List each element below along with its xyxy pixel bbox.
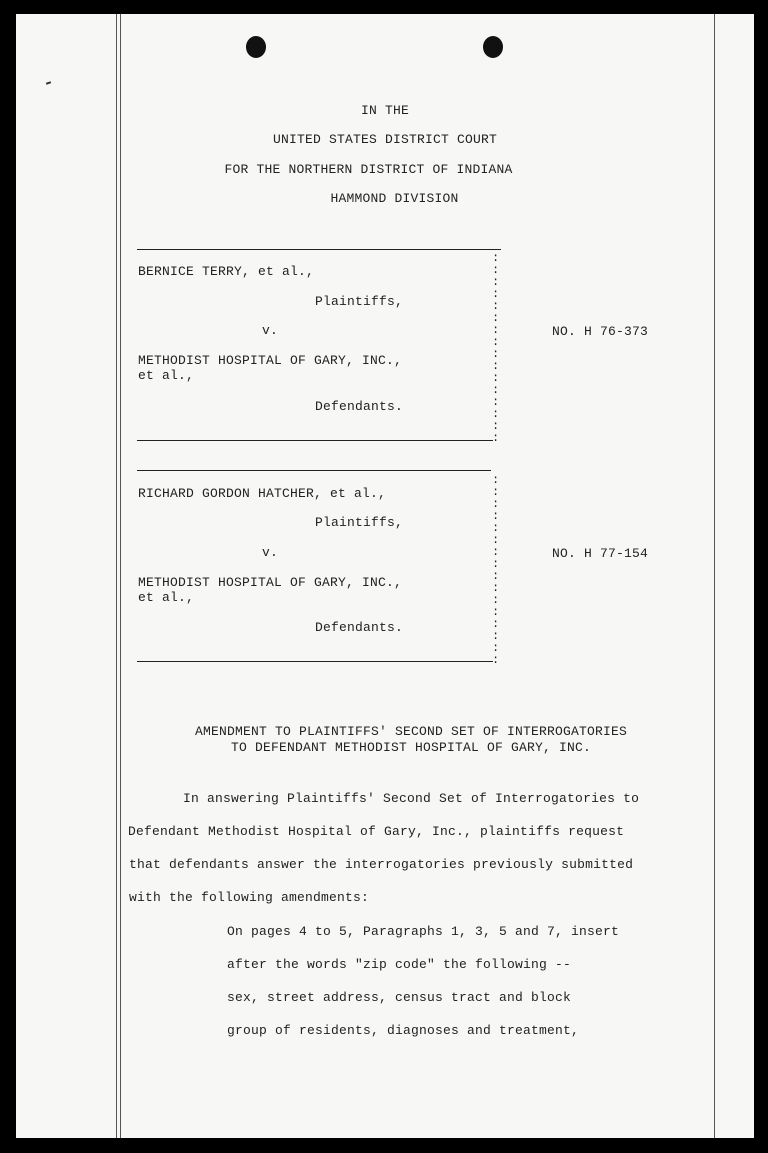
left-margin-line-inner [120,14,121,1138]
document-title-line2: TO DEFENDANT METHODIST HOSPITAL OF GARY, INC. [230,740,592,755]
amendment-line: sex, street address, census tract and block [227,990,572,1005]
body-paragraph-line: In answering Plaintiffs' Second Set of Interrogatories to [183,791,640,806]
punch-hole-right [483,36,503,58]
case2-defendant-role: Defendants. [315,620,404,635]
caption-colon-column: : : : : : : : : : : : : : : : : [492,251,500,445]
amendment-line: On pages 4 to 5, Paragraphs 1, 3, 5 and 7, insert [227,924,620,939]
case1-plaintiff-role: Plaintiffs, [315,294,404,309]
case2-plaintiff: RICHARD GORDON HATCHER, et al., [138,486,387,501]
case1-versus: v. [262,323,279,338]
caption-top-rule [137,470,491,471]
case2-versus: v. [262,545,279,560]
body-paragraph-line: Defendant Methodist Hospital of Gary, Inc., plaintiffs request [128,824,625,839]
case1-number: NO. H 76-373 [552,324,649,339]
amendment-line: after the words "zip code" the following -- [227,957,572,972]
document-page [16,14,754,1138]
caption-colon-column: : : : : : : : : : : : : : : : : [492,473,500,667]
case2-defendant-line1: METHODIST HOSPITAL OF GARY, INC., [138,575,403,590]
document-title-line1: AMENDMENT TO PLAINTIFFS' SECOND SET OF INTERROGATORIES [194,724,628,739]
caption-bottom-rule [137,661,493,662]
amendment-line: group of residents, diagnoses and treatment, [227,1023,580,1038]
body-paragraph-line: that defendants answer the interrogatories previously submitted [129,857,634,872]
punch-hole-left [246,36,266,58]
case2-plaintiff-role: Plaintiffs, [315,515,404,530]
caption-bottom-rule [137,440,493,441]
case1-plaintiff: BERNICE TERRY, et al., [138,264,315,279]
stray-mark [46,81,51,85]
left-margin-line [116,14,117,1138]
case1-defendant-line1: METHODIST HOSPITAL OF GARY, INC., [138,353,403,368]
court-header-line4: HAMMOND DIVISION [330,191,459,206]
court-header-line2: UNITED STATES DISTRICT COURT [272,132,498,147]
court-header-line3: FOR THE NORTHERN DISTRICT OF INDIANA [224,162,513,177]
case2-number: NO. H 77-154 [552,546,649,561]
case1-defendant-line2: et al., [138,368,195,383]
right-margin-line [714,14,715,1138]
case2-defendant-line2: et al., [138,590,195,605]
caption-top-rule [137,249,501,250]
court-header-line1: IN THE [360,103,409,118]
body-paragraph-line: with the following amendments: [129,890,370,905]
case1-defendant-role: Defendants. [315,399,404,414]
